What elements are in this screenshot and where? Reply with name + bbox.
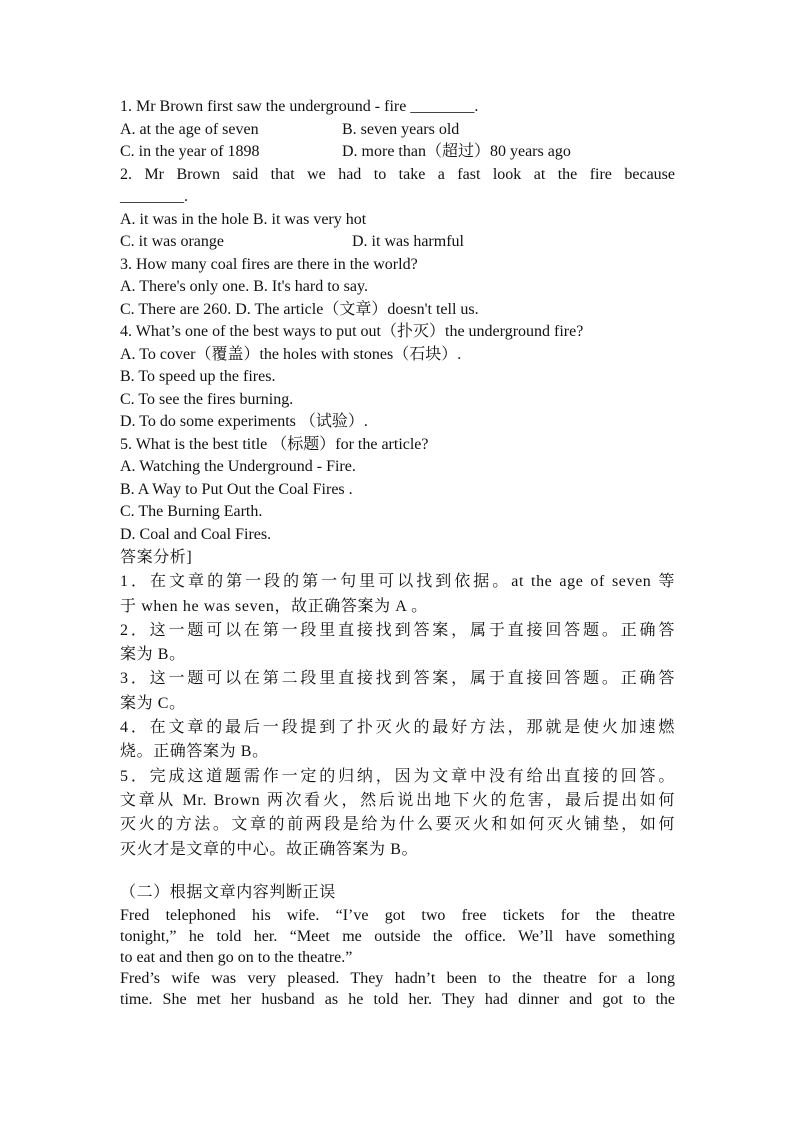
analysis-item-1-line-2: 于 when he was seven，故正确答案为 A 。 [120, 597, 428, 615]
question-2-options-row-2 [120, 231, 675, 254]
spacer [120, 862, 675, 881]
question-2-options-row-1: A. it was in the hole B. it was very hot [120, 210, 367, 228]
analysis-item-3-line-2: 案为 C。 [120, 694, 186, 712]
option-a: A. at the age of seven [120, 120, 259, 138]
analysis-item-5-line-1: 5．完成这道题需作一定的归纳，因为文章中没有给出直接的回答。 [120, 767, 675, 785]
analysis-item-1-line-1: 1．在文章的第一段的第一句里可以找到依据。at the age of seven 等 [120, 573, 675, 591]
question-2-stem: 2. Mr Brown said that we had to take a fast look at the fire because [120, 165, 675, 183]
passage-line: Fred’s wife was very pleased. They hadn’t been to the theatre for a long [120, 970, 675, 988]
option-c: C. it was orange [120, 233, 224, 250]
analysis-item-2-line-1: 2．这一题可以在第一段里直接找到答案，属于直接回答题。正确答 [120, 621, 675, 639]
question-2-stem-blank: ________. [120, 188, 188, 205]
passage-line: to eat and then go on to the theatre.” [120, 949, 353, 967]
section-2-heading: （二）根据文章内容判断正误 [120, 883, 336, 901]
question-3-options-row-1: A. There's only one. B. It's hard to say. [120, 278, 368, 295]
question-1-options-row-1 [120, 119, 675, 142]
analysis-item-5-line-3: 灭火的方法。文章的前两段是给为什么要灭火和如何灭火铺垫，如何 [120, 816, 675, 834]
analysis-heading: 答案分析] [120, 549, 193, 566]
analysis-item-2-line-2: 案为 B。 [120, 646, 186, 664]
passage-line: tonight,” he told her. “Meet me outside the office. We’ll have something [120, 928, 675, 946]
question-4-option-c: C. To see the fires burning. [120, 390, 294, 408]
document-page [120, 96, 675, 1010]
question-5-stem: 5. What is the best title （标题）for the article? [120, 435, 429, 453]
analysis-item-3-line-1: 3．这一题可以在第二段里直接找到答案，属于直接回答题。正确答 [120, 670, 675, 688]
analysis-item-5-line-2: 文章从 Mr. Brown 两次看火，然后说出地下火的危害，最后提出如何 [120, 791, 675, 809]
question-5-option-b: B. A Way to Put Out the Coal Fires . [120, 480, 353, 498]
question-1-options-row-2 [120, 141, 675, 164]
question-4-option-d: D. To do some experiments （试验）. [120, 413, 368, 430]
option-c: C. in the year of 1898 [120, 143, 260, 160]
analysis-item-4-line-2: 烧。正确答案为 B。 [120, 743, 269, 761]
question-3-stem: 3. How many coal fires are there in the world? [120, 255, 418, 273]
question-4-stem: 4. What’s one of the best ways to put out（扑灭）the underground fire? [120, 323, 584, 340]
option-d: D. more than（超过）80 years ago [342, 143, 571, 160]
passage-line: Fred telephoned his wife. “I’ve got two free tickets for the theatre [120, 907, 675, 925]
question-3-options-row-2: C. There are 260. D. The article（文章）doesn't tell us. [120, 300, 479, 318]
passage-line: time. She met her husband as he told her. They had dinner and got to the [120, 991, 675, 1009]
question-5-option-c: C. The Burning Earth. [120, 503, 263, 520]
analysis-item-4-line-1: 4．在文章的最后一段提到了扑灭火的最好方法，那就是使火加速燃 [120, 719, 675, 737]
question-5-option-a: A. Watching the Underground - Fire. [120, 458, 356, 475]
question-4-option-a: A. To cover（覆盖）the holes with stones（石块）. [120, 345, 462, 363]
analysis-item-5-line-4: 灭火才是文章的中心。故正确答案为 B。 [120, 840, 419, 858]
question-4-option-b: B. To speed up the fires. [120, 368, 276, 385]
option-b: B. seven years old [342, 120, 460, 138]
question-5-option-d: D. Coal and Coal Fires. [120, 525, 272, 543]
question-1-stem: 1. Mr Brown first saw the underground - fire ________. [120, 98, 479, 115]
option-d: D. it was harmful [352, 233, 464, 250]
